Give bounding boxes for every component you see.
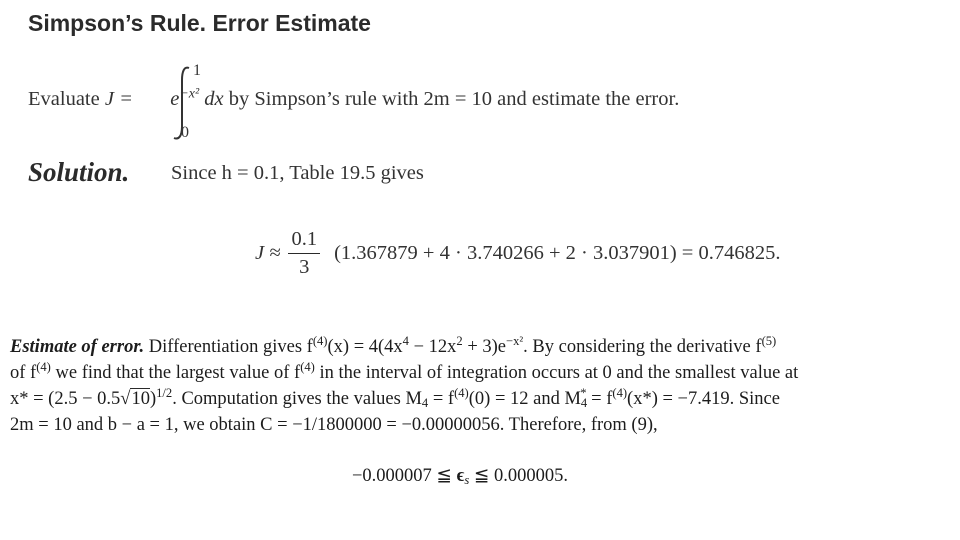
integral-upper-limit: 1: [193, 62, 201, 79]
problem-lhs: J =: [104, 88, 133, 110]
solution-text: Since h = 0.1, Table 19.5 gives: [171, 162, 424, 184]
equation-lhs: J ≈: [255, 241, 281, 264]
equation-rhs: (1.367879 + 4 · 3.740266 + 2 · 3.037901) = 0.746825.: [334, 241, 781, 264]
fraction-h-over-3: [288, 228, 320, 278]
error-estimate-paragraph: [10, 334, 798, 438]
problem-statement: [28, 88, 679, 111]
fraction-denominator: 3: [299, 255, 310, 278]
integrand-base: e: [170, 88, 180, 110]
solution-label: Solution.: [28, 157, 130, 187]
integral-lower-limit: 0: [181, 124, 189, 141]
paragraph-line-3: $x* = (2.5 - 0.5√10)^{1/2}$. Computation gives the values $M_4 = f^{(4)}(0) = 12$ and $M_4^* = f^{(4)}(x*) = -7.419$. Since: [10, 386, 780, 411]
paragraph-line-2: of $f^{(4)}$ we find that the largest value of $f^{(4)}$ in the interval of integration occurs at 0 and the smallest value at: [10, 360, 799, 383]
error-bound: −0.000007 ≦ $\epsilon_s$ ≦ 0.000005.: [352, 466, 569, 488]
integrand-exponent: −x²: [179, 86, 200, 102]
epsilon-symbol: ϵ: [456, 466, 465, 486]
problem-rest: by Simpson’s rule with 2m = 10 and estimate the error.: [228, 88, 680, 110]
paragraph-line-1: Estimate of error. Differentiation gives $f^{(4)}(x) = 4(4x^4 - 12x^2 + 3)e^{-x^2}$. By considering the derivative $f^{(5)}$: [10, 334, 777, 357]
estimate-label: Estimate of error.: [10, 337, 145, 357]
problem-lead: Evaluate: [28, 88, 100, 110]
integrand-dx: dx: [204, 88, 224, 110]
page-title: Simpson’s Rule. Error Estimate: [28, 10, 371, 36]
simpson-equation: [255, 228, 780, 278]
fraction-numerator: 0.1: [288, 228, 320, 254]
paragraph-line-4: 2m = 10 and b − a = 1, we obtain C = −1/1800000 = −0.00000056. Therefore, from (9),: [10, 415, 658, 435]
